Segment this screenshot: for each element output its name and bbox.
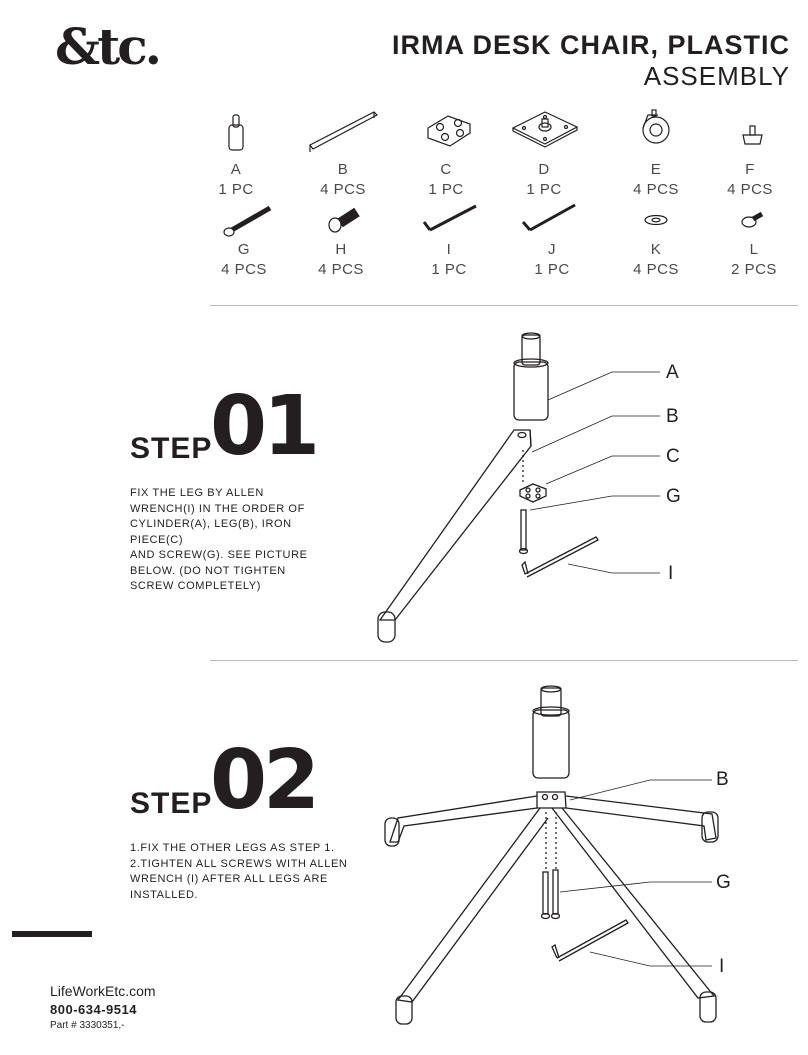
step-number: 02 [210, 733, 317, 828]
page-subtitle: ASSEMBLY [643, 61, 790, 91]
part-label: C 1 PC [428, 161, 464, 198]
callout-label: B [716, 769, 729, 790]
step-instructions: 1.FIX THE OTHER LEGS AS STEP 1. 2.TIGHTEN ALL SCREWS WITH ALLEN WRENCH (I) AFTER ALL LEGS ARE INSTALLED. [130, 842, 348, 901]
phone-number: 800-634-9514 [50, 1002, 137, 1017]
step-label: STEP [130, 787, 213, 820]
part-label: I 1 PC [431, 241, 467, 278]
part-label: E 4 PCS [633, 161, 679, 198]
callout-label: I [668, 563, 674, 584]
part-label: H 4 PCS [318, 241, 364, 278]
step-instructions: FIX THE LEG BY ALLEN WRENCH(I) IN THE ORDER OF CYLINDER(A), LEG(B), IRON PIECE(C) AND SCREW(G). SEE PICTURE BELOW. (DO NOT TIGHTEN SCREW COMPLETELY) [130, 487, 308, 592]
part-label: K 4 PCS [633, 241, 679, 278]
step-number: 01 [210, 379, 317, 474]
part-label: F 4 PCS [727, 161, 773, 198]
part-label: J 1 PC [534, 241, 570, 278]
part-label: B 4 PCS [320, 161, 366, 198]
part-label: A 1 PC [218, 161, 254, 198]
footer-accent-bar [12, 931, 92, 937]
website-link[interactable]: LifeWorkEtc.com [50, 983, 156, 999]
page-title: IRMA DESK CHAIR, PLASTIC [391, 30, 790, 60]
part-label: L 2 PCS [731, 241, 777, 278]
etc-logo: &tc. [55, 17, 160, 76]
callout-label: G [716, 872, 731, 893]
callout-label: I [719, 956, 725, 977]
callout-label: C [666, 446, 680, 467]
part-label: G 4 PCS [221, 241, 267, 278]
part-number: Part # 3330351,- [50, 1020, 125, 1031]
callout-label: A [666, 362, 679, 383]
callout-label: B [666, 406, 679, 427]
callout-label: G [666, 486, 681, 507]
part-label: D 1 PC [526, 161, 562, 198]
step-label: STEP [130, 432, 213, 465]
